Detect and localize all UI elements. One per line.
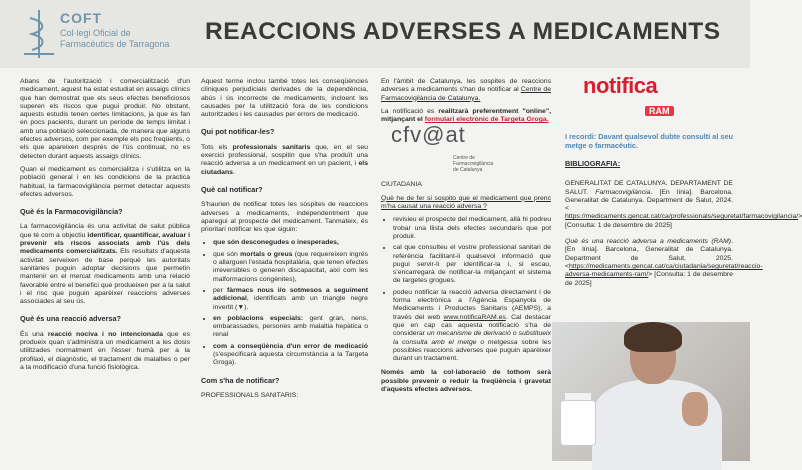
paragraph: Abans de l'autorització i comercialització d'un medicament, aquest ha estat estudiat en assaigs clínics que han demostrat que els seus efectes beneficiosos superen els riscos que pugui produir. No obstant, aquests estudis tenen certes limitacions, ja que es fan en pocs pacients, durant un període de temps limitat i amb una població seleccionada, de manera que alguns efectes adversos, com per exemple els poc freqüents, o els que apareixen després de l'ús continuat, no es detecten durant aquests assaigs clínics. <box>20 78 190 160</box>
list-item: • que són mortals o greus (que requereixen ingrés o allarguen l'estada hospitalària, que tenen efectes irreversibles o generen discapacitat, així com les malformacions congènites), <box>213 251 368 284</box>
list-item: • com a conseqüència d'un error de medicació (s'especificarà aquesta circumstància a la Targeta Groga). <box>213 343 368 368</box>
paragraph: La farmacovigilància és una activitat de salut pública que té com a objectiu identificar, quantificar, avaluar i prevenir els riscos associats amb l'ús dels medicaments comercialitzats. Els resultats d'aquesta activitat serveixen de base perquè les autoritats sanitàries puguin adoptar decisions que permetin mantenir en el mercat medicaments amb una relació favorable entre el benefici que produeixen per a la salut i el risc que puguin aparèixer reaccions adverses associades al seu ús. <box>20 223 191 306</box>
column-2 <box>201 78 368 405</box>
logo-subtitle: Col·legi Oficial de Farmacèutics de Tarragona <box>60 28 170 49</box>
paragraph: PROFESSIONALS SANITARIS: <box>201 391 299 399</box>
bibliography-heading: BIBLIOGRAFIA: <box>565 159 621 168</box>
paragraph: Quan el medicament es comercialitza i s'utilitza en la població general i en les condicions de la pràctica habitual, la farmacovigilància permet detectar aquests efectes adversos. <box>20 165 190 198</box>
reference: Què és una reacció adversa a medicaments (RAM). [En línia]. Barcelona, Generalitat de Catalunya. Department de Salut, 2025. <https://medicaments.gencat.cat/ca/ciutadania/seguretat/reaccio-adversa-medicaments-ram/> [Consulta: 1 de desembre de 2025] <box>565 238 763 287</box>
paragraph: La notificació es realitzarà preferentment "online", mitjançant el formulari electrònic de Targeta Groga. <box>381 107 551 124</box>
paragraph: És una reacció nociva i no intencionada que es produeix quan s'administra un medicament a les dosis utilitzades normalment en l'ésser humà per a la profilaxi, el diagnòstic, el tractament de malalties o per a la modificació d'una funció fisiològica. <box>20 330 190 371</box>
reference: GENERALITAT DE CATALUNYA. DEPARTAMENT DE SALUT. Farmacovigilància. [En línia]. Barcelona. Generalitat de Catalunya. Department de Salut, 2024. < https://medicaments.gencat.cat/ca/professionals/seguretat/farmacovigilancia/> [Consulta: 1 de desembre de 2025] <box>565 180 802 229</box>
citizen-list <box>381 216 551 363</box>
reference-link[interactable]: https://medicaments.gencat.cat/ca/professionals/seguretat/farmacovigilancia/ <box>565 213 799 221</box>
list-item: • per fàrmacs nous i/o sotmesos a seguiment addicional, identificats amb un triangle negre invertit (▼). <box>213 287 368 312</box>
section-heading: Qui pot notificar-les? <box>201 127 275 137</box>
coft-logo-icon <box>22 8 56 60</box>
list-item: • revisieu el prospecte del medicament, allà hi podreu trobar una llista dels efectes secundaris que pot produir. <box>393 216 551 241</box>
paragraph: Tots els professionals sanitaris que, en el seu exercici professional, sospitin que s'ha produït una reacció adversa a un medicament en un pacient, i els ciutadans. <box>201 143 368 176</box>
photo-man-reading-medicine <box>552 322 750 461</box>
cfvcat-logo: cfv@at Centre de Farmacovigilància de Catalunya <box>391 122 494 174</box>
section-heading: Què cal notificar? <box>201 184 263 194</box>
list-item: • en poblacions especials: gent gran, nens, embarassades, persones amb malaltia hepàtica o renal <box>213 315 368 340</box>
paragraph: En l'àmbit de Catalunya, les sospites de reaccions adverses a medicaments s'han de notificar al Centre de Farmacovigilància de Catalunya. <box>381 78 551 102</box>
closing-note: Només amb la col·laboració de tothom serà possible prevenir o reduir la freqüència i gravetat d'aquests efectes adversos. <box>381 369 551 394</box>
column-4 <box>565 73 802 296</box>
column-1 <box>20 78 190 377</box>
paragraph: S'haurien de notificar totes les sospites de reaccions adverses a medicaments, independentment que aparegui al prospecte del medicament. Tanmateix, és prioritari notificar les que siguin: <box>201 201 368 234</box>
page-title: REACCIONS ADVERSES A MEDICAMENTS <box>205 18 721 45</box>
cfv-link[interactable]: Centre de Farmacovigilància de Catalunya. <box>381 86 551 102</box>
priority-list <box>201 239 368 367</box>
paragraph: Aquest terme inclou també totes les conseqüències clíniques perjudicials derivades de la dependència, abús i ús incorrecte de medicaments, incloent les causades per la utilització fora de les condicions autoritzades i les causades per errors de medicació. <box>201 78 368 119</box>
section-heading: Què és una reacció adversa? <box>20 314 121 324</box>
column-3 <box>381 78 551 399</box>
section-heading: Què és la Farmacovigilància? <box>20 207 123 217</box>
list-item: • cal que consulteu el vostre professional sanitari de referència facilitant-li qualsevol informació que pugui servir-li per identificar-la i, si escau, s'encarregarà de notificar-la mitjançant el sistema de targetes grogues. <box>393 244 551 285</box>
targeta-groga-link[interactable]: formulari electrònic de Targeta Groga. <box>424 116 549 124</box>
paragraph: CIUTADANIA <box>381 181 422 189</box>
section-heading: Com s'ha de notificar? <box>201 375 280 385</box>
list-item: • que són desconegudes o inesperades, <box>213 239 368 247</box>
list-item: • podeu notificar la reacció adversa directament i de forma electrònica a l'Agència Espanyola de Medicaments i Productes Sanitaris (AEMPS), a través del web www.notificaRAM.es. Cal destacar que en cap cas aquesta notificació s'ha de considerar un mecanisme de derivació o substitueix la consulta amb el metge o metgessa sobre les possibles reaccions adverses que puguin aparèixer durant un tractament. <box>393 289 551 364</box>
question: Què he de fer si sospito que el medicament que prenc m'ha causat una reacció adversa ? <box>381 194 551 211</box>
reference-link[interactable]: https://medicaments.gencat.cat/ca/ciutadania/seguretat/reaccio-adversa-medicaments-ram/ <box>565 262 763 279</box>
notificaram-logo: notifica RAM <box>565 78 733 132</box>
logo-name: COFT <box>60 10 103 26</box>
notificaram-link[interactable]: www.notificaRAM.es <box>443 313 506 321</box>
reminder: I recordi: Davant qualsevol dubte consulti al seu metge o farmacèutic. <box>565 132 733 150</box>
